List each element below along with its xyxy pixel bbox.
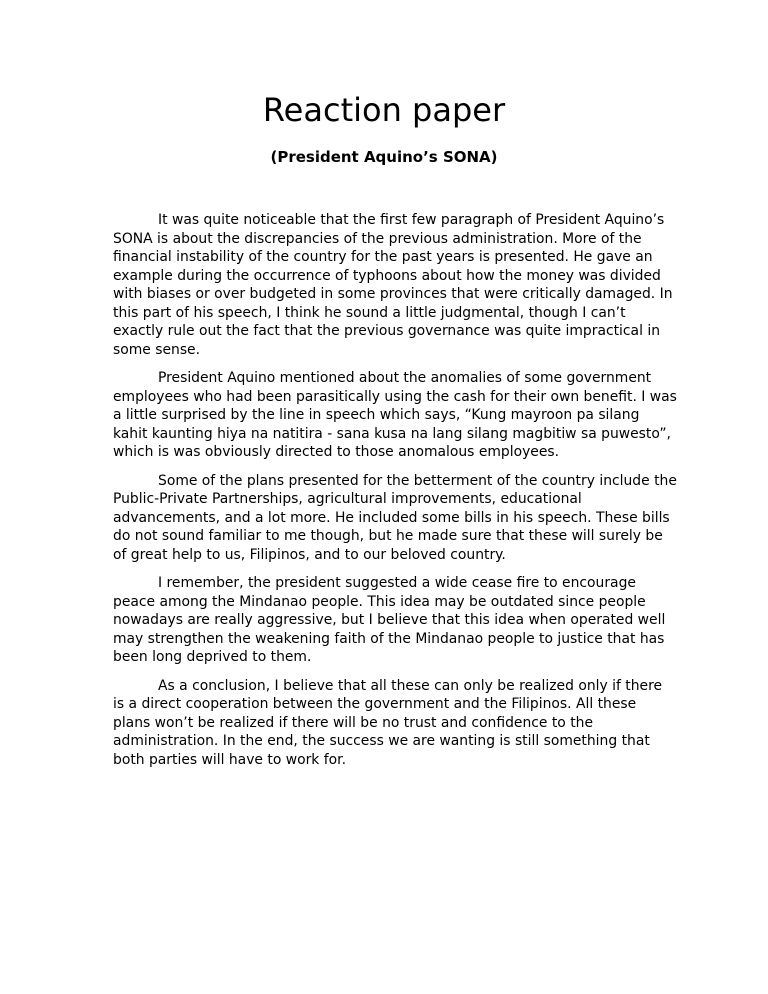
paragraph-4: I remember, the president suggested a wide cease fire to encourage peace among the Mindanao people. This idea may be outdated since people nowadays are really aggressive, but I believe that this idea when operated well may strengthen the weakening faith of the Mindanao people to justice that has been long deprived to them. <box>113 575 666 665</box>
paragraph-1: It was quite noticeable that the first few paragraph of President Aquino’s SONA is about the discrepancies of the previous administration. More of the financial instability of the country for the past years is presented. He gave an example during the occurrence of typhoons about how the money was divided with biases or over budgeted in some provinces that were critically damaged. In this part of his speech, I think he sound a little judgmental, though I can’t exactly rule out the fact that the previous governance was quite impractical in some sense. <box>113 212 673 358</box>
paragraph-5: As a conclusion, I believe that all these can only be realized only if there is a direct cooperation between the government and the Filipinos. All these plans won’t be realized if there will be no trust and confidence to the administration. In the end, the success we are wanting is still something that both parties will have to work for. <box>113 677 663 768</box>
paragraph-2: President Aquino mentioned about the anomalies of some government employees who had been parasitically using the cash for their own benefit. I was a little surprised by the line in speech which says, “Kung mayroon pa silang kahit kaunting hiya na natitira - sana kusa na lang silang magbitiw sa puwesto”, which is was obviously directed to those anomalous employees. <box>113 370 677 460</box>
document-body <box>113 211 677 779</box>
paragraph-3: Some of the plans presented for the betterment of the country include the Public-Private Partnerships, agricultural improvements, educational advancements, and a lot more. He included some bills in his speech. These bills do not sound familiar to me though, but he made sure that these will surely be of great help to us, Filipinos, and to our beloved country. <box>113 472 677 563</box>
page-title: Reaction paper <box>262 91 506 129</box>
page-subtitle: (President Aquino’s SONA) <box>270 148 498 166</box>
